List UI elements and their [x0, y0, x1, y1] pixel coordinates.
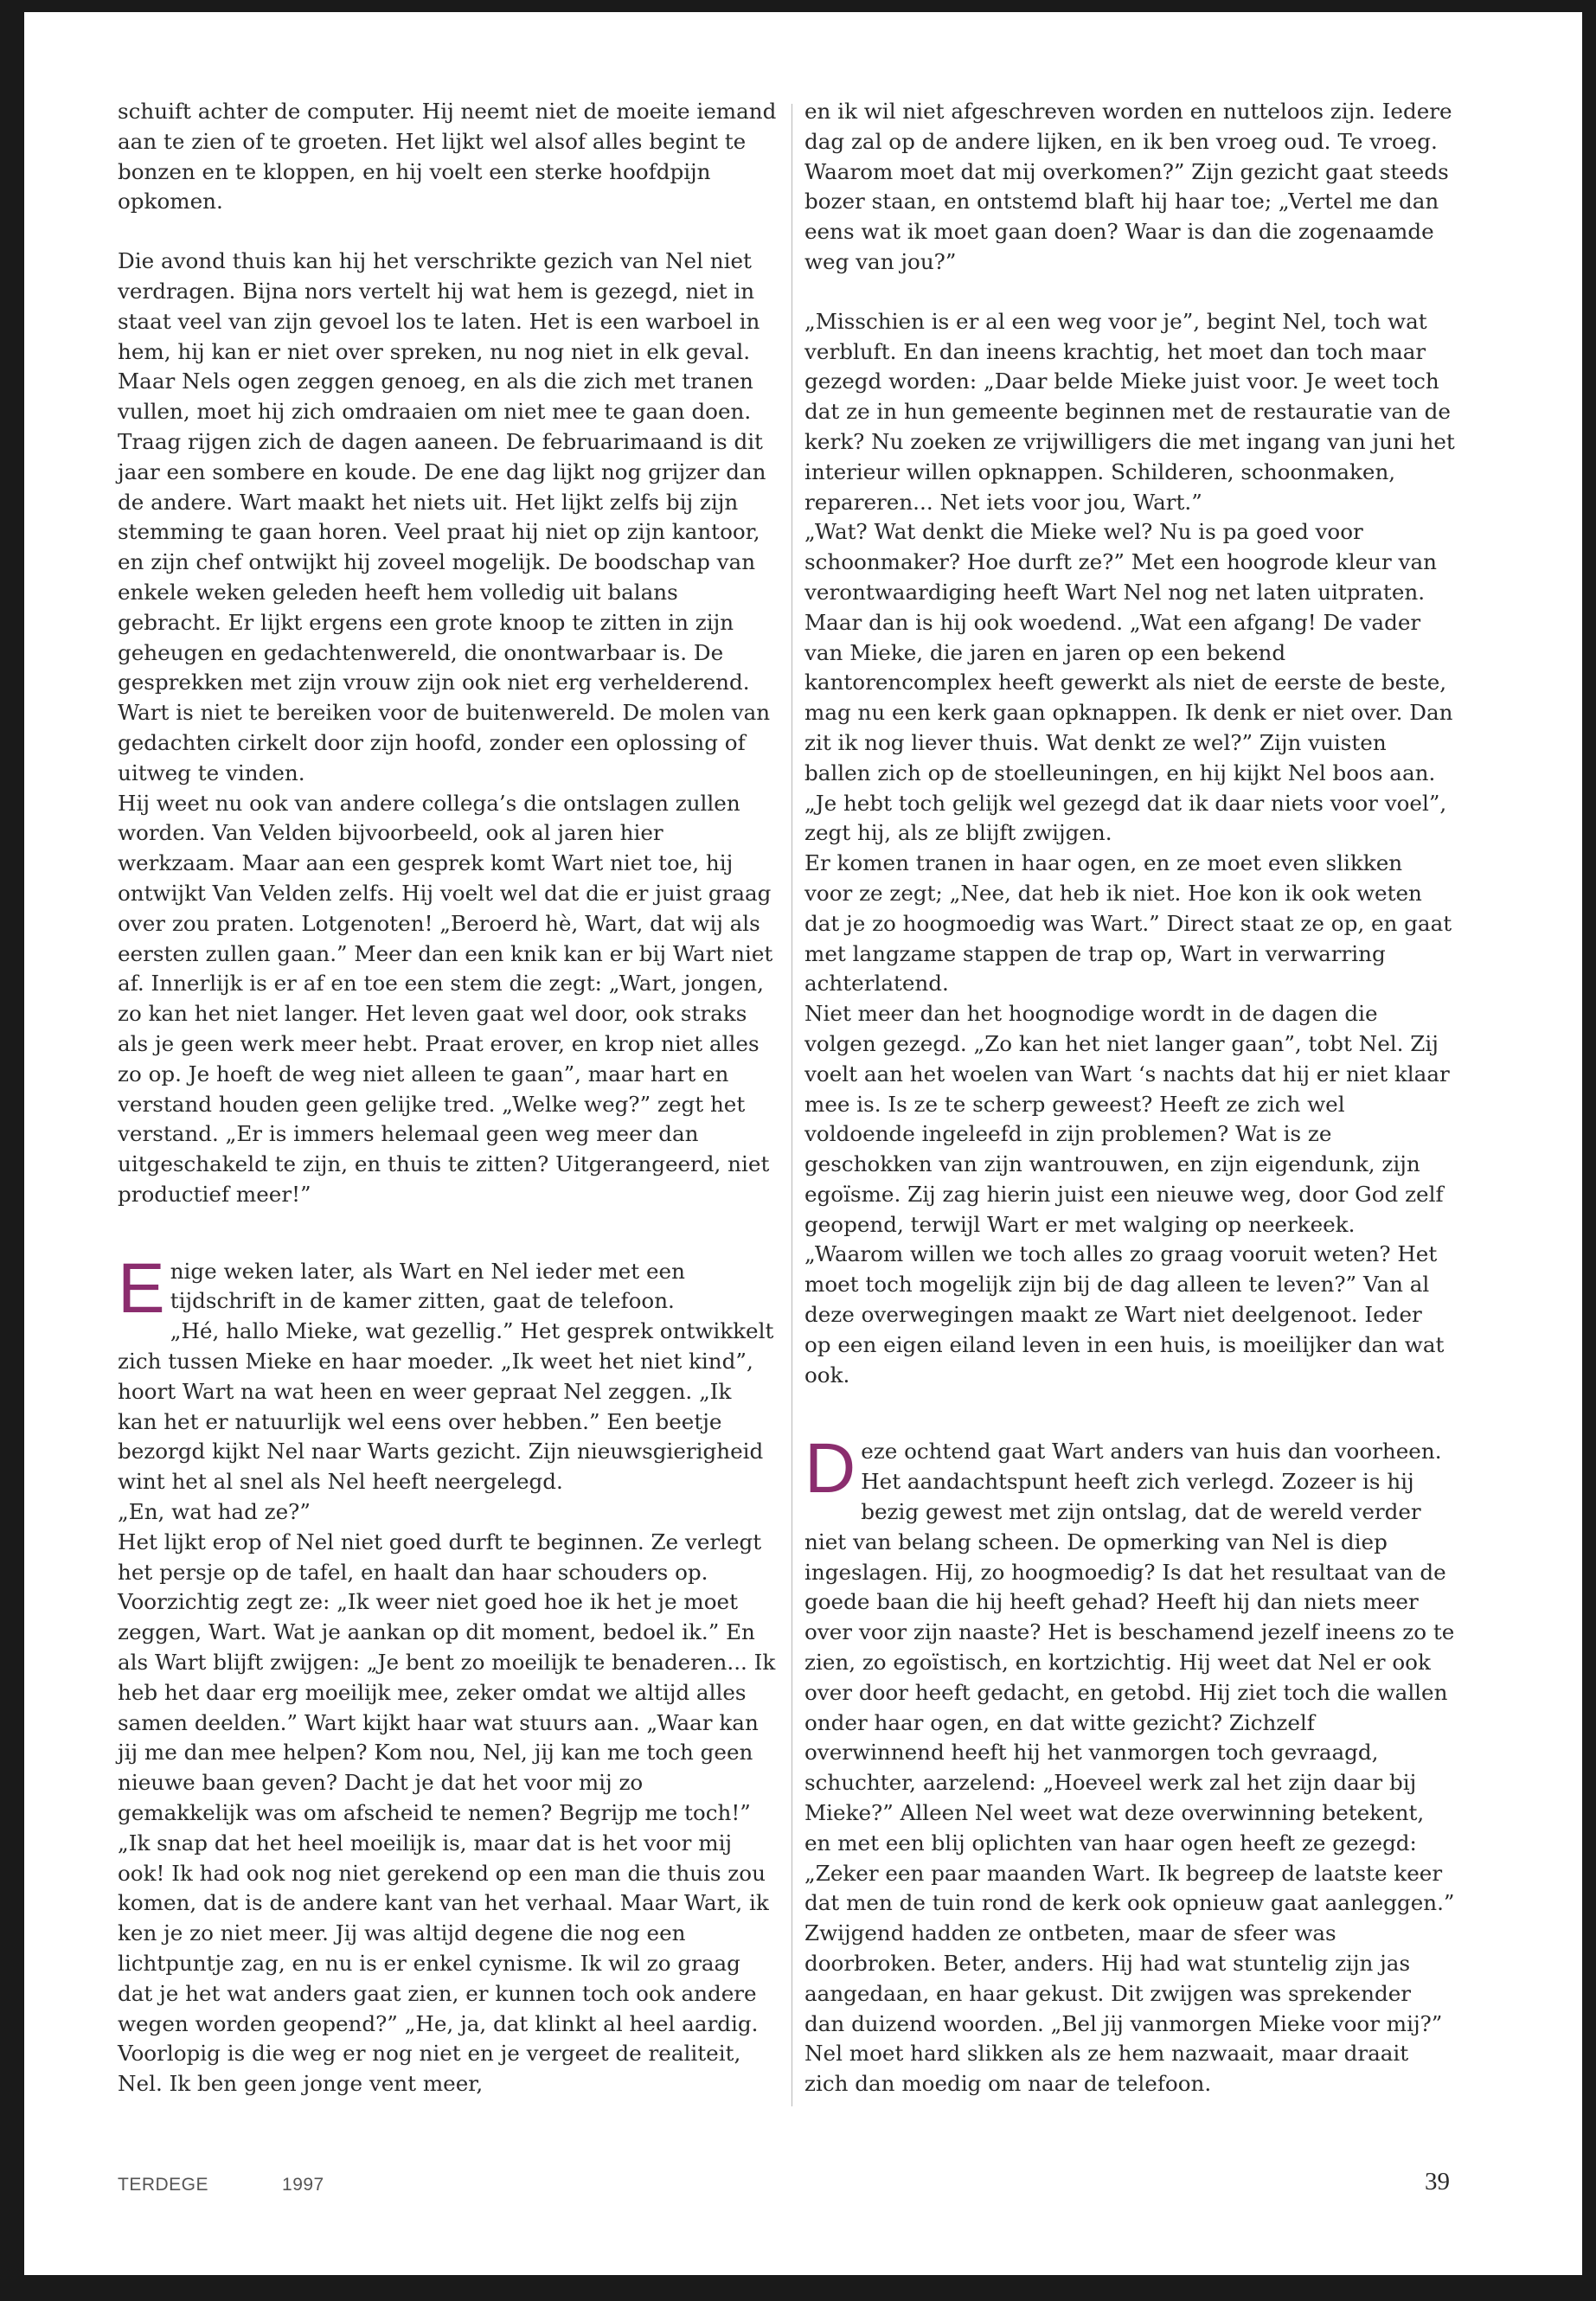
- paragraph: Het lijkt erop of Nel niet goed durft te beginnen. Ze verlegt het persje op de tafel, en haalt dan haar schouders op. Voorzichtig zegt ze: „Ik weer niet goed hoe ik het je moet zeggen, Wart. Wat je aankan op dit moment, bedoel ik.” En als Wart blijft zwijgen: „Je bent zo moeilijk te benaderen... Ik heb het daar erg moeilijk mee, zeker omdat we altijd alles samen deelden.” Wart kijkt haar wat stuurs aan. „Waar kan jij me dan mee helpen? Kom nou, Nel, jij kan me toch geen nieuwe baan geven? Dacht je dat het voor mij zo gemakkelijk was om afscheid te nemen? Begrijp me toch!” „Ik snap dat het heel moeilijk is, maar dat is het voor mij ook! Ik had ook nog niet gerekend op een man die thuis zou komen, dat is de andere kant van het verhaal. Maar Wart, ik ken je zo niet meer. Jij was altijd degene die nog een lichtpuntje zag, en nu is er enkel cynisme. Ik wil zo graag dat je het wat anders gaat zien, er kunnen toch ook andere wegen worden geopend?” „He, ja, dat klinkt al heel aardig. Voorlopig is die weg er nog niet en je vergeet de realiteit, Nel. Ik ben geen jonge vent meer,: [118, 1529, 776, 2097]
- paragraph: schuift achter de computer. Hij neemt niet de moeite iemand aan te zien of te groeten. Het lijkt wel alsof alles begint te bonzen en te kloppen, en hij voelt een sterke hoofdpijn opkomen.: [118, 99, 777, 215]
- paragraph: „En, wat had ze?”: [118, 1499, 311, 1525]
- drop-cap: E: [118, 1248, 165, 1328]
- right-column: [804, 97, 1455, 2099]
- section-opening-paragraph: [118, 1248, 777, 1328]
- publication-year: 1997: [282, 2175, 324, 2195]
- section-opening-paragraph: [804, 1429, 1455, 2099]
- paragraph: Die avond thuis kan hij het verschrikte gezich van Nel niet verdragen. Bijna nors vertelt hij wat hem is gezegd, niet in staat veel van zijn gevoel los te laten. Het is een warboel in hem, hij kan er niet over spreken, nu nog niet in elk geval. Maar Nels ogen zeggen genoeg, en als die zich met tranen vullen, moet hij zich omdraaien om niet mee te gaan doen. Traag rijgen zich de dagen aaneen. De februarimaand is dit jaar een sombere en koude. De ene dag lijkt nog grijzer dan de andere. Wart maakt het niets uit. Het lijkt zelfs bij zijn stemming te gaan horen. Veel praat hij niet op zijn kantoor, en zijn chef ontwijkt hij zoveel mogelijk. De boodschap van enkele weken geleden heeft hem volledig uit balans gebracht. Er lijkt ergens een grote knoop te zitten in zijn geheugen en gedachtenwereld, die onontwarbaar is. De gesprekken met zijn vrouw zijn ook niet erg verhelderend. Wart is niet te bereiken voor de buitenwereld. De molen van gedachten cirkelt door zijn hoofd, zonder een oplossing of uitweg te vinden.: [118, 248, 771, 785]
- publication-name: TERDEGE: [118, 2175, 209, 2195]
- paragraph: en ik wil niet afgeschreven worden en nutteloos zijn. Iedere dag zal op de andere lijken, en ik ben vroeg oud. Te vroeg. Waarom moet dat mij overkomen?” Zijn gezicht gaat steeds bozer staan, en ontstemd blaft hij haar toe; „Vertel me dan eens wat ik moet gaan doen? Waar is dan die zogenaamde weg van jou?”: [804, 99, 1452, 274]
- paragraph: „Misschien is er al een weg voor je”, begint Nel, toch wat verbluft. En dan ineens krachtig, het moet dan toch maar gezegd worden: „Daar belde Mieke juist voor. Je weet toch dat ze in hun gemeente beginnen met de restauratie van de kerk? Nu zoeken ze vrijwilligers die met ingang van juni het interieur willen opknappen. Schilderen, schoonmaken, repareren... Net iets voor jou, Wart.”: [804, 308, 1455, 515]
- paragraph: „Hé, hallo Mieke, wat gezellig.” Het gesprek ontwikkelt zich tussen Mieke en haar moeder. „Ik weet het niet kind”, hoort Wart na wat heen en weer gepraat Nel zeggen. „Ik kan het er natuurlijk wel eens over hebben.” Een beetje bezorgd kijkt Nel naar Warts gezicht. Zijn nieuwsgierigheid wint het al snel als Nel heeft neergelegd.: [118, 1318, 774, 1495]
- page-footer: [118, 2175, 324, 2195]
- paragraph: Hij weet nu ook van andere collega’s die ontslagen zullen worden. Van Velden bijvoorbeeld, ook al jaren hier werkzaam. Maar aan een gesprek komt Wart niet toe, hij ontwijkt Van Velden zelfs. Hij voelt wel dat die er juist graag over zou praten. Lotgenoten! „Beroerd hè, Wart, dat wij als eersten zullen gaan.” Meer dan een knik kan er bij Wart niet af. Innerlijk is er af en toe een stem die zegt: „Wart, jongen, zo kan het niet langer. Het leven gaat wel door, ook straks als je geen werk meer hebt. Praat erover, en krop niet alles zo op. Je hoeft de weg niet alleen te gaan”, maar hart en verstand houden geen gelijke tred. „Welke weg?” zegt het verstand. „Er is immers helemaal geen weg meer dan uitgeschakeld te zijn, en thuis te zitten? Uitgerangeerd, niet productief meer!”: [118, 790, 773, 1207]
- drop-cap: D: [804, 1429, 856, 1509]
- paragraph-text: nige weken later, als Wart en Nel ieder met een tijdschrift in de kamer zitten, gaat de telefoon.: [170, 1258, 685, 1314]
- paragraph: „Wat? Wat denkt die Mieke wel? Nu is pa goed voor schoonmaker? Hoe durft ze?” Met een hoogrode kleur van verontwaardiging heeft Wart Nel nog net laten uitpraten. Maar dan is hij ook woedend. „Wat een afgang! De vader van Mieke, die jaren en jaren op een bekend kantorencomplex heeft gewerkt als niet de eerste de beste, mag nu een kerk gaan opknappen. Ik denk er niet over. Dan zit ik nog liever thuis. Wat denkt ze wel?” Zijn vuisten ballen zich op de stoelleuningen, en hij kijkt Nel boos aan. „Je hebt toch gelijk wel gezegd dat ik daar niets voor voel”, zegt hij, als ze blijft zwijgen.: [804, 519, 1453, 846]
- left-column: [118, 97, 777, 2099]
- page-number: 39: [1425, 2168, 1450, 2195]
- paragraph: Niet meer dan het hoognodige wordt in de dagen die volgen gezegd. „Zo kan het niet langer gaan”, tobt Nel. Zij voelt aan het woelen van Wart ‘s nachts dat hij er niet klaar mee is. Is ze te scherp geweest? Heeft ze zich wel voldoende ingeleefd in zijn problemen? Wat is ze geschokken van zijn wantrouwen, en zijn eigendunk, zijn egoïsme. Zij zag hierin juist een nieuwe weg, door God zelf geopend, terwijl Wart er met walging op neerkeek. „Waarom willen we toch alles zo graag vooruit weten? Het moet toch mogelijk zijn bij de dag alleen te leven?” Van al deze overwegingen maakt ze Wart niet deelgenoot. Ieder op een eigen eiland leven in een huis, is moeilijker dan wat ook.: [804, 1001, 1450, 1388]
- paragraph-text: eze ochtend gaat Wart anders van huis dan voorheen. Het aandachtspunt heeft zich verlegd. Zozeer is hij bezig gewest met zijn ontslag, dat de wereld verder niet van belang scheen. De opmerking van Nel is diep ingeslagen. Hij, zo hoogmoedig? Is dat het resultaat van de goede baan die hij heeft gehad? Heeft hij dan niets meer over voor zijn naaste? Het is beschamend jezelf ineens zo te zien, zo egoïstisch, en kortzichtig. Hij weet dat Nel er ook over door heeft gedacht, en getobd. Hij ziet toch die wallen onder haar ogen, en dat witte gezicht? Zichzelf overwinnend heeft hij het vanmorgen toch gevraagd, schuchter, aarzelend: „Hoeveel werk zal het zijn daar bij Mieke?” Alleen Nel weet wat deze overwinning betekent, en met een blij oplichten van haar ogen heeft ze gezegd: „Zeker een paar maanden Wart. Ik begreep de laatste keer dat men de tuin rond de kerk ook opnieuw gaat aanleggen.” Zwijgend hadden ze ontbeten, maar de sfeer was doorbroken. Beter, anders. Hij had wat stuntelig zijn jas aangedaan, en haar gekust. Dit zwijgen was sprekender dan duizend woorden. „Bel jij vanmorgen Mieke voor mij?” Nel moet hard slikken als ze hem nazwaait, maar draait zich dan moedig om naar de telefoon.: [804, 1439, 1455, 2097]
- paragraph: Er komen tranen in haar ogen, en ze moet even slikken voor ze zegt; „Nee, dat heb ik niet. Hoe kon ik ook weten dat je zo hoogmoedig was Wart.” Direct staat ze op, en gaat met langzame stappen de trap op, Wart in verwarring achterlatend.: [804, 850, 1452, 997]
